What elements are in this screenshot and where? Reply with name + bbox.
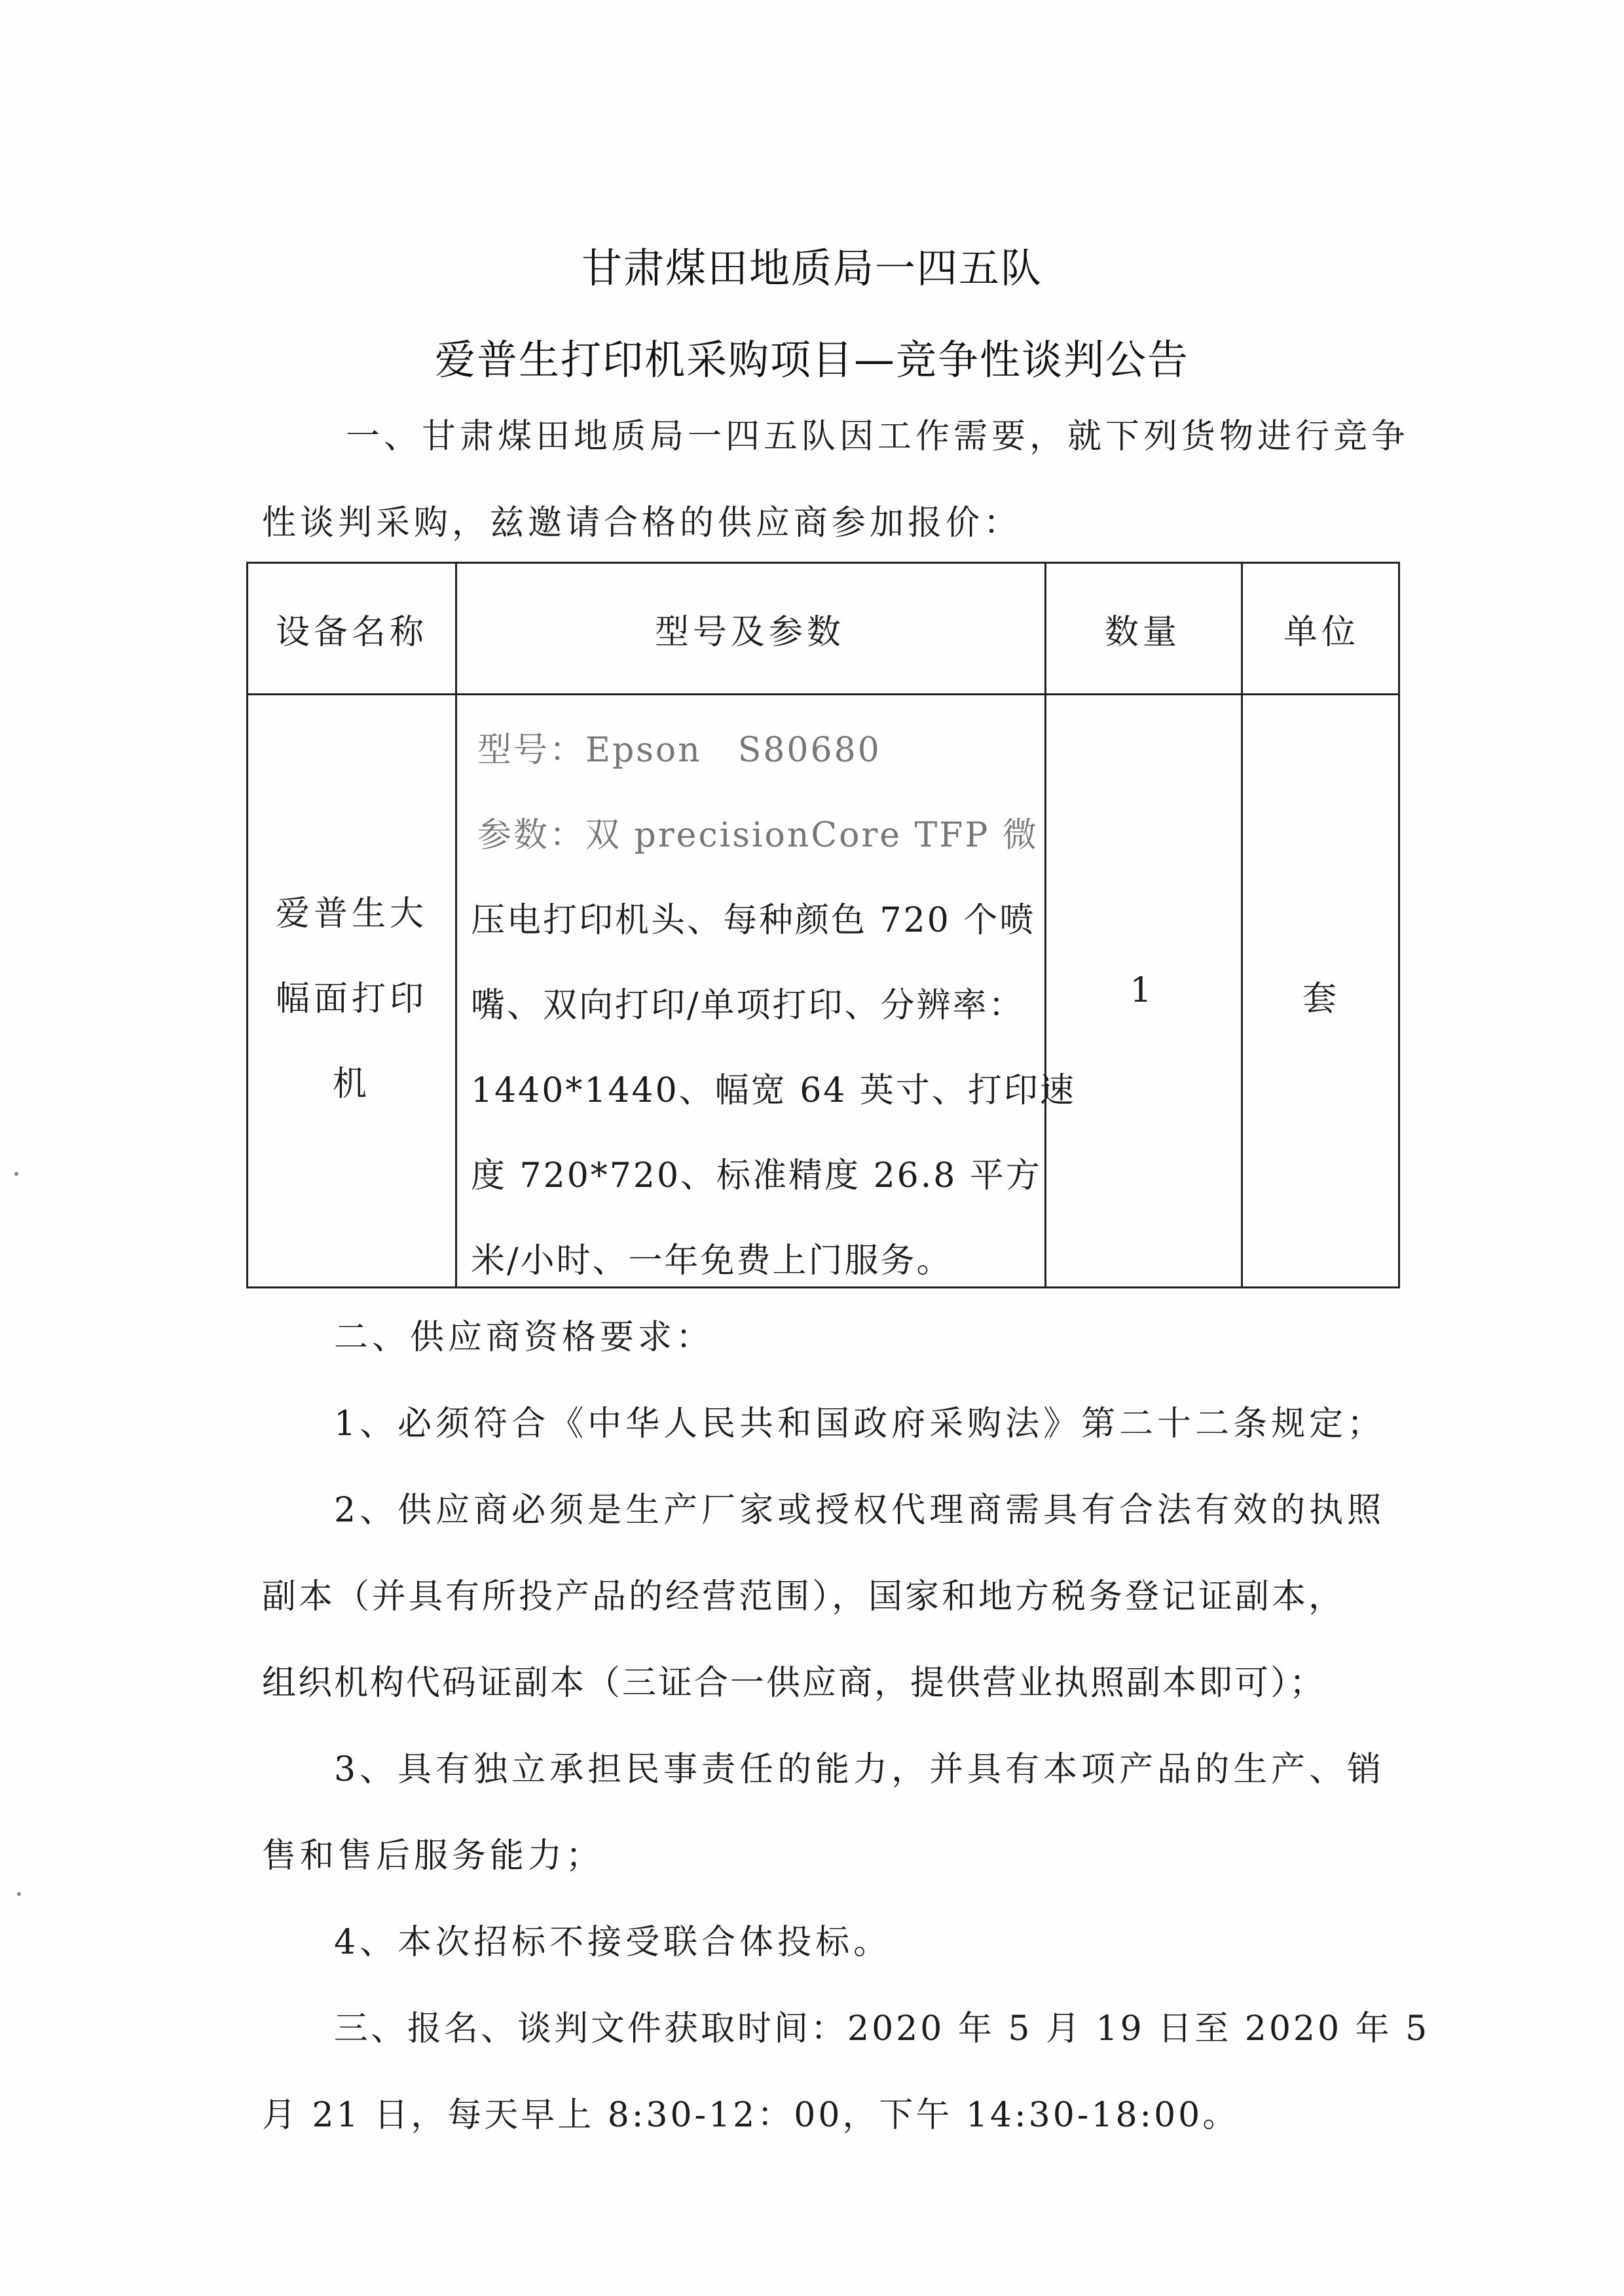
table-cell-name-line: 幅面打印 [275,979,428,1019]
scan-speck [17,1892,21,1896]
table-header-spec: 型号及参数 [654,613,845,652]
table-header-quantity: 数量 [1104,613,1181,652]
table-cell-spec-line: 参数：双 precisionCore TFP 微 [477,816,1039,855]
table-cell-quantity: 1 [1130,971,1156,1010]
table-cell-spec-line: 嘴、双向打印/单项打印、分辨率： [471,986,1025,1025]
section-2-item-2-line-3: 组织机构代码证副本（三证合一供应商，提供营业执照副本即可）； [262,1664,1326,1703]
table-header-unit: 单位 [1283,613,1359,652]
goods-table [246,562,1400,1288]
section-2-item-2-line-1: 2、供应商必须是生产厂家或授权代理商需具有合法有效的执照 [334,1491,1386,1530]
intro-line-2: 性谈判采购，兹邀请合格的供应商参加报价： [262,503,1022,543]
title-line-2: 爱普生打印机采购项目—竞争性谈判公告 [434,336,1189,384]
table-cell-name-line: 机 [332,1065,371,1104]
table-cell-spec-line: 度 720*720、标准精度 26.8 平方 [471,1156,1042,1195]
table-cell-unit: 套 [1302,979,1340,1019]
table-divider [455,564,457,1286]
section-2-item-4: 4、本次招标不接受联合体投标。 [334,1923,892,1962]
section-2-heading: 二、供应商资格要求： [334,1318,714,1357]
table-cell-spec-line: 米/小时、一年免费上门服务。 [471,1241,953,1281]
table-cell-spec-line: 压电打印机头、每种颜色 720 个喷 [471,901,1036,940]
table-cell-spec-line: 1440*1440、幅宽 64 英寸、打印速 [471,1071,1076,1110]
intro-line-1: 一、甘肃煤田地质局一四五队因工作需要，就下列货物进行竞争 [346,417,1410,456]
table-cell-spec-line: 型号：Epson S80680 [477,731,881,770]
table-divider [248,693,1398,695]
section-2-item-2-line-2: 副本（并具有所投产品的经营范围），国家和地方税务登记证副本， [262,1577,1346,1616]
section-2-item-3-line-1: 3、具有独立承担民事责任的能力，并具有本项产品的生产、销 [334,1750,1386,1789]
section-2-item-1: 1、必须符合《中华人民共和国政府采购法》第二十二条规定； [334,1404,1386,1444]
table-cell-name-line: 爱普生大 [275,894,428,934]
title-line-1: 甘肃煤田地质局一四五队 [581,244,1043,292]
section-3-line-1: 三、报名、谈判文件获取时间：2020 年 5 月 19 日至 2020 年 5 [334,2009,1430,2049]
scan-speck [14,1172,18,1176]
section-2-item-3-line-2: 售和售后服务能力； [262,1836,604,1876]
table-header-name: 设备名称 [275,613,428,652]
section-3-line-2: 月 21 日，每天早上 8:30-12：00，下午 14:30-18:00。 [262,2096,1240,2135]
